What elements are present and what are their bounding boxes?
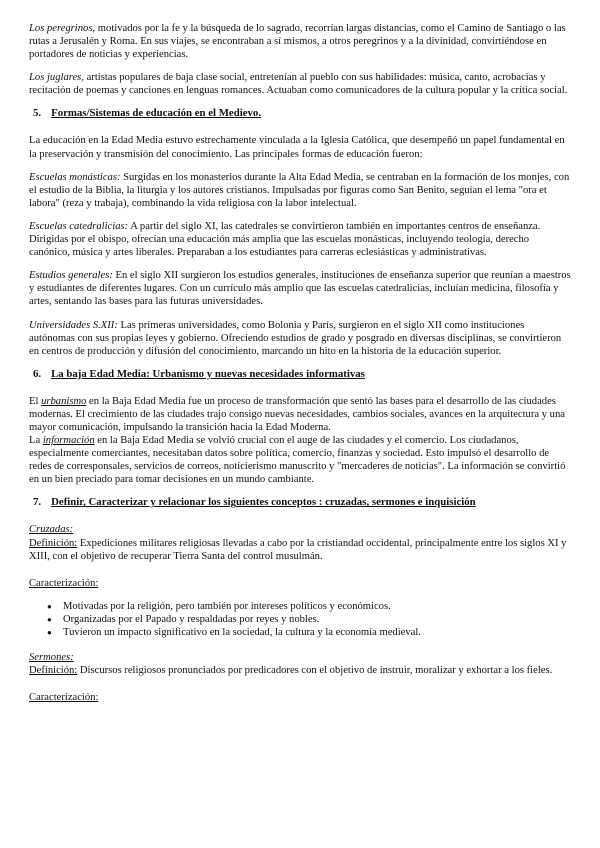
paragraph-text: Las primeras universidades, como Bolonia y París, surgieron en el siglo XII como instituciones autónomas con sus propias leyes y gobierno. Ofreciendo estudios de grado y posgrado en diversas disciplinas, se convirtieron en centros de producción y difusión del conocimiento, marcando un hito en la historia de la educación superior. bbox=[29, 319, 562, 357]
paragraph-text: en la Baja Edad Media se volvió crucial con el auge de las ciudades y el comercio. Los ciudadanos, especialmente comerciantes, necesitaban datos sobre política, comercio, finanzas y sociedad. Esto impulsó el desarrollo de redes de corresponsales, servicios de correos, noticierismo manuscrito y "mercaderes de noticias". La información se convirtió en un bien preciado para tomar decisiones en un mundo cambiante. bbox=[29, 435, 566, 486]
definition-label: Definición: bbox=[29, 537, 78, 549]
section-6-body bbox=[29, 395, 571, 487]
section-7-heading bbox=[29, 496, 571, 509]
paragraph-text: , motivados por la fe y la búsqueda de lo sagrado, recorrían largas distancias, como el Camino de Santiago o las rutas a Jerusalén y Roma. En sus viajes, se encontraban a sí mismos, a otros peregrinos y a la divinidad, convirtiéndose en portadores de noticias y experiencias. bbox=[29, 23, 566, 61]
definition-text: Expediciones militares religiosas llevadas a cabo por la cristiandad occidental, principalmente entre los siglos XI y XIII, con el objetivo de recuperar Tierra Santa del control musulmán. bbox=[29, 537, 567, 562]
list-item: ● Tuvieron un impacto significativo en la sociedad, la cultura y la economía medieval. bbox=[47, 626, 571, 639]
term-urbanismo: urbanismo bbox=[41, 395, 87, 407]
paragraph-universidades bbox=[29, 319, 571, 358]
section-title: Definir, Caracterizar y relacionar los siguientes conceptos : cruzadas, sermones e inquisición bbox=[51, 496, 476, 509]
paragraph-text: El bbox=[29, 395, 42, 407]
section-title: Formas/Sistemas de educación en el Medievo. bbox=[51, 107, 262, 120]
section-title: La baja Edad Media: Urbanismo y nuevas necesidades informativas bbox=[51, 367, 365, 380]
paragraph-text: en la Baja Edad Media fue un proceso de transformación que sentó las bases para el desarrollo de las ciudades modernas. El crecimiento de las ciudades trajo consigo nuevas necesidades, cambios sociales, avances en la arquitectura y una mayor comunicación, impulsando la transición hacia la Edad Moderna. bbox=[29, 395, 565, 433]
term-escuelas-catedralicias: Escuelas catedralicias: bbox=[29, 220, 129, 232]
term-escuelas-monasticas: Escuelas monásticas: bbox=[29, 171, 121, 183]
section-number: 7. bbox=[33, 496, 42, 509]
paragraph-juglares bbox=[29, 71, 571, 97]
definition-label: Definición: bbox=[29, 665, 78, 677]
paragraph-urbanismo bbox=[29, 395, 571, 434]
characterization-label: Caracterización: bbox=[29, 692, 99, 704]
characterization-list bbox=[29, 600, 571, 639]
term-universidades: Universidades S.XII: bbox=[29, 319, 118, 331]
paragraph-estudios-generales bbox=[29, 269, 571, 308]
list-item: ● Organizadas por el Papado y respaldadas por reyes y nobles. bbox=[47, 613, 571, 626]
paragraph-escuelas-monasticas bbox=[29, 171, 571, 210]
paragraph-escuelas-catedralicias bbox=[29, 220, 571, 259]
paragraph-informacion bbox=[29, 434, 571, 486]
section-6-heading bbox=[29, 368, 571, 381]
paragraph-educacion-intro: La educación en la Edad Media estuvo estrechamente vinculada a la Iglesia Católica, que desempeñó un papel fundamental en la preservación y transmisión del conocimiento. Las principales formas de educación fueron: bbox=[29, 135, 565, 160]
definition bbox=[29, 537, 571, 563]
characterization-label: Caracterización: bbox=[29, 577, 99, 589]
term-juglares: Los juglares, bbox=[29, 72, 84, 84]
list-item: ● Motivadas por la religión, pero también por intereses políticos y económicos. bbox=[47, 600, 571, 613]
paragraph-text: A partir del siglo XI, las catedrales se convirtieron también en importantes centros de enseñanza. Dirigidas por el obispo, ofrecían una educación más amplia que las escuelas monásticas, incluyendo teología, derecho canónico, música y artes liberales. Preparaban a los estudiantes para carreras eclesiásticas y administrativas. bbox=[29, 220, 541, 259]
term-estudios-generales: Estudios generales: bbox=[29, 270, 113, 282]
concept-heading: Cruzadas: bbox=[29, 524, 74, 536]
section-number: 5. bbox=[33, 107, 42, 120]
concept-sermones bbox=[29, 651, 571, 677]
paragraph-text: En el siglo XII surgieron los estudios generales, instituciones de enseñanza superior que reunían a maestros y estudiantes de diferentes lugares. Con un currículo más amplio que las escuelas catedralicias, incluían medicina, filosofía y artes, sentando las bases para las futuras universidades. bbox=[29, 270, 571, 308]
section-number: 6. bbox=[33, 367, 42, 380]
definition-text: Discursos religiosos pronunciados por predicadores con el objetivo de instruir, moralizar y exhortar a los fieles. bbox=[77, 665, 553, 677]
paragraph-text: Surgidas en los monasterios durante la Alta Edad Media, se centraban en la formación de los monjes, con el estudio de la Biblia, la liturgia y los autores cristianos. Impulsadas por figuras como San Benito, seguían el lema "ora et labora" (reza y trabaja), combinando la vida religiosa con la labor intelectual. bbox=[29, 171, 570, 209]
paragraph-text: artistas populares de baja clase social, entretenían al pueblo con sus habilidades: música, canto, acrobacias y recitación de poemas y canciones en lenguas romances. Actuaban como comunicadores de la cultura popular y la crítica social. bbox=[29, 72, 568, 97]
term-peregrinos: Los peregrinos bbox=[29, 23, 93, 34]
concept-heading: Sermones: bbox=[29, 652, 74, 664]
concept-cruzadas bbox=[29, 523, 571, 562]
definition bbox=[29, 664, 571, 677]
section-5-heading bbox=[29, 107, 571, 120]
term-informacion: información bbox=[42, 435, 95, 447]
paragraph-text: La bbox=[29, 435, 43, 447]
paragraph-peregrinos bbox=[29, 22, 571, 61]
